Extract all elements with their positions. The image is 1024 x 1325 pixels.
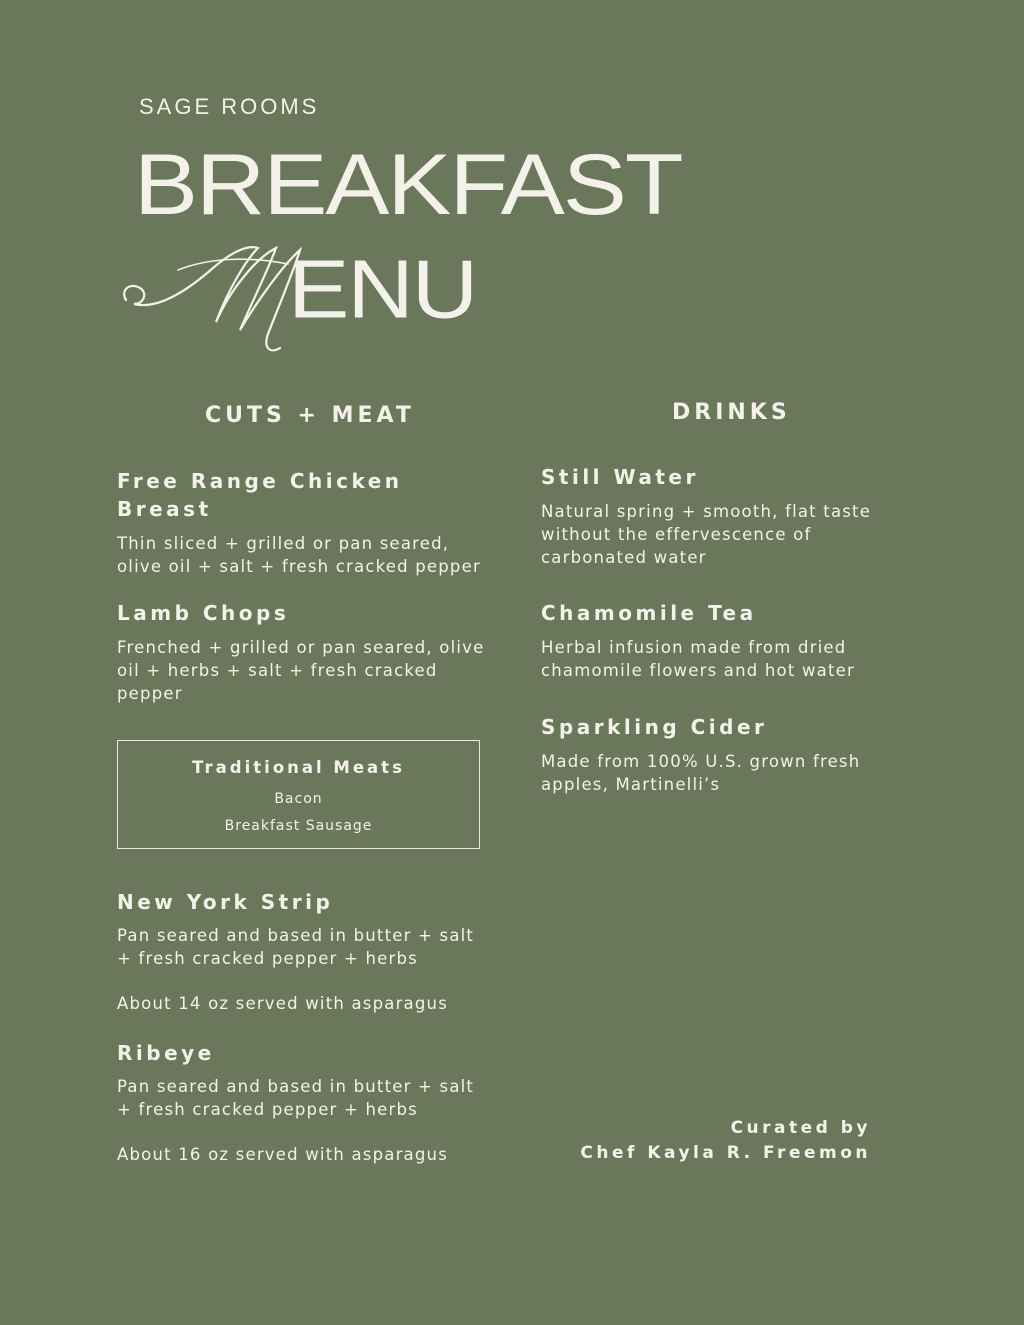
- item-name-lamb: Lamb Chops: [117, 601, 290, 625]
- traditional-item-bacon: Bacon: [274, 791, 323, 807]
- item-name-ribeye: Ribeye: [117, 1041, 215, 1065]
- menu-title-breakfast: BREAKFAST: [134, 136, 682, 233]
- item-desc-chicken-line1: Thin sliced + grilled or pan seared,: [117, 534, 450, 553]
- item-desc-still-water-line1: Natural spring + smooth, flat taste: [541, 502, 872, 521]
- item-desc-chicken-line2: olive oil + salt + fresh cracked pepper: [117, 557, 481, 576]
- item-name-still-water: Still Water: [541, 465, 699, 489]
- credit-chef-name: Chef Kayla R. Freemon: [580, 1143, 871, 1163]
- item-note-ny-strip: About 14 oz served with asparagus: [117, 994, 449, 1013]
- menu-title-enu: ENU: [288, 243, 477, 336]
- item-name-sparkling-cider: Sparkling Cider: [541, 715, 768, 739]
- item-desc-cider-line1: Made from 100% U.S. grown fresh: [541, 752, 861, 771]
- item-desc-ribeye-line2: + fresh cracked pepper + herbs: [117, 1100, 418, 1119]
- item-name-chicken-line2: Breast: [117, 497, 212, 521]
- item-desc-chamomile-line1: Herbal infusion made from dried: [541, 638, 847, 657]
- item-name-chamomile: Chamomile Tea: [541, 601, 757, 625]
- traditional-meats-title: Traditional Meats: [192, 758, 405, 777]
- item-desc-still-water-line2: without the effervescence of: [541, 525, 812, 544]
- item-desc-lamb-line2: oil + herbs + salt + fresh cracked: [117, 661, 438, 680]
- heading-drinks: DRINKS: [672, 400, 791, 425]
- item-desc-still-water-line3: carbonated water: [541, 548, 707, 567]
- item-desc-chamomile-line2: chamomile flowers and hot water: [541, 661, 855, 680]
- credit-label: Curated by: [730, 1118, 871, 1138]
- item-desc-cider-line2: apples, Martinelli’s: [541, 775, 721, 794]
- traditional-meats-box: [117, 740, 480, 849]
- item-name-chicken-line1: Free Range Chicken: [117, 469, 403, 493]
- item-desc-ribeye-line1: Pan seared and based in butter + salt: [117, 1077, 475, 1096]
- item-desc-ny-strip-line1: Pan seared and based in butter + salt: [117, 926, 475, 945]
- item-note-ribeye: About 16 oz served with asparagus: [117, 1145, 449, 1164]
- menu-title-menu: [118, 230, 498, 360]
- item-name-ny-strip: New York Strip: [117, 890, 334, 914]
- item-desc-lamb-line3: pepper: [117, 684, 183, 703]
- traditional-item-sausage: Breakfast Sausage: [224, 818, 373, 834]
- item-desc-ny-strip-line2: + fresh cracked pepper + herbs: [117, 949, 418, 968]
- item-desc-lamb-line1: Frenched + grilled or pan seared, olive: [117, 638, 485, 657]
- heading-cuts-meat: CUTS + MEAT: [205, 403, 415, 428]
- brand-name: SAGE ROOMS: [139, 94, 320, 119]
